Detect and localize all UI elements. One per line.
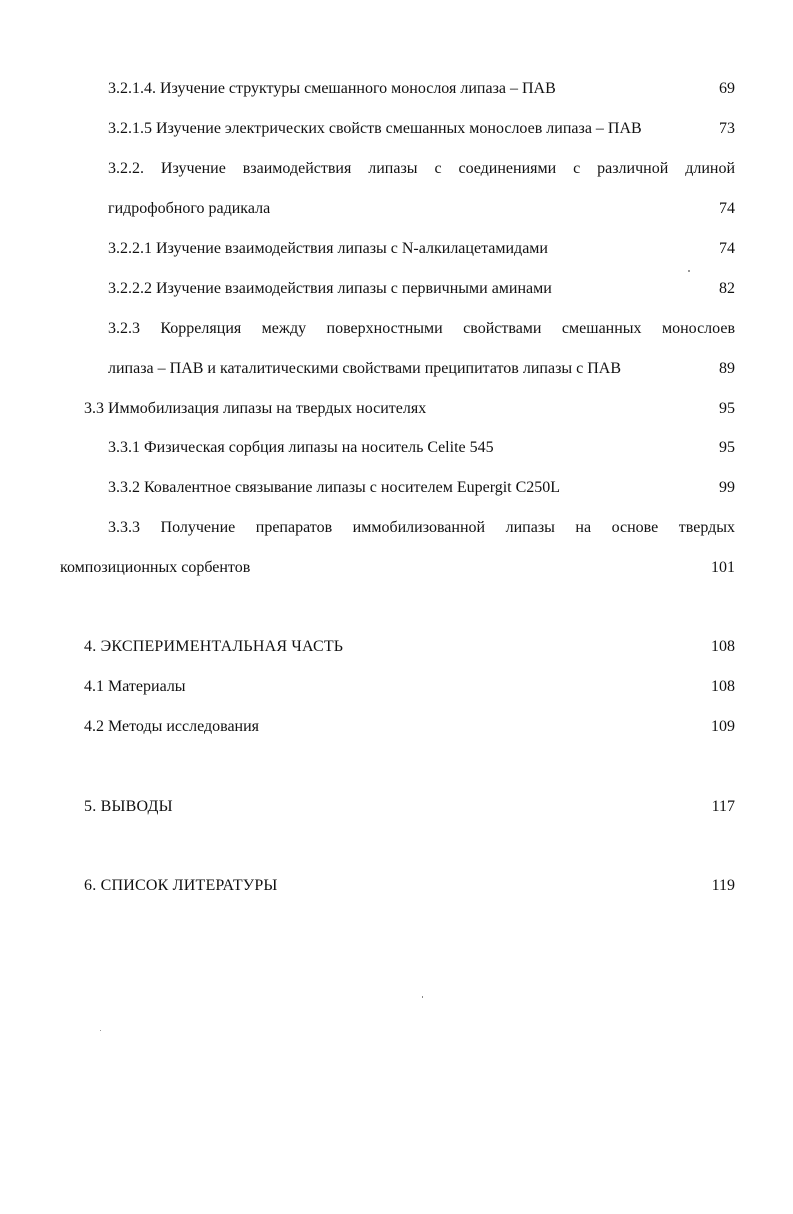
toc-entry-3-2-2-2-page: 82 [719,280,735,297]
toc-entry-3-3-3-title-line1: 3.3.3 Получение препаратов иммобилизованной липазы на основе твердых [108,519,735,536]
toc-entry-6-title: 6. СПИСОК ЛИТЕРАТУРЫ [84,877,278,894]
toc-entry-3-2-1-5-page: 73 [719,120,735,137]
toc-entry-3-2-2-title-line1: 3.2.2. Изучение взаимодействия липазы с соединениями с различной длиной [108,160,735,177]
toc-entry-4-2-page: 109 [711,718,735,735]
toc-entry-5-page: 117 [711,798,735,815]
toc-entry-4-title: 4. ЭКСПЕРИМЕНТАЛЬНАЯ ЧАСТЬ [84,638,344,655]
scan-speck [100,1030,101,1031]
toc-entry-3-3-3-page: 101 [711,559,735,576]
toc-entry-3-2-3-title-line1: 3.2.3 Корреляция между поверхностными свойствами смешанных монослоев [108,320,735,337]
toc-entry-3-2-2-title-line2: гидрофобного радикала [108,200,271,217]
toc-entry-3-3-page: 95 [719,400,735,417]
toc-entry-4-1-page: 108 [711,678,735,695]
toc-entry-3-3-title: 3.3 Иммобилизация липазы на твердых носителях [84,400,427,417]
toc-entry-3-3-2-title: 3.3.2 Ковалентное связывание липазы с носителем Eupergit C250L [108,479,561,496]
toc-entry-4-2-title: 4.2 Методы исследования [84,718,260,735]
toc-entry-3-2-2-1-page: 74 [719,240,735,257]
scan-speck [422,996,423,998]
toc-entry-3-2-3-page: 89 [719,360,735,377]
toc-entry-3-2-2-page: 74 [719,200,735,217]
toc-entry-3-3-1-title: 3.3.1 Физическая сорбция липазы на носитель Celite 545 [108,439,494,456]
toc-entry-5-title: 5. ВЫВОДЫ [84,798,173,815]
toc-entry-3-2-1-4-title: 3.2.1.4. Изучение структуры смешанного монослоя липаза – ПАВ [108,80,556,97]
toc-entry-3-2-2-1-title: 3.2.2.1 Изучение взаимодействия липазы с N-алкилацетамидами [108,240,548,257]
toc-entry-3-3-1-page: 95 [719,439,735,456]
scan-speck [688,270,690,272]
toc-entry-4-page: 108 [711,638,735,655]
toc-entry-3-2-2-2-title: 3.2.2.2 Изучение взаимодействия липазы с первичными аминами [108,280,552,297]
toc-entry-3-3-2-page: 99 [719,479,735,496]
toc-entry-3-2-1-5-title: 3.2.1.5 Изучение электрических свойств смешанных монослоев липаза – ПАВ [108,120,642,137]
toc-entry-3-2-1-4-page: 69 [719,80,735,97]
toc-entry-4-1-title: 4.1 Материалы [84,678,186,695]
toc-entry-3-2-3-title-line2: липаза – ПАВ и каталитическими свойствами преципитатов липазы с ПАВ [108,360,622,377]
toc-entry-3-3-3-title-line2: композиционных сорбентов [60,559,251,576]
toc-entry-6-page: 119 [711,877,735,894]
